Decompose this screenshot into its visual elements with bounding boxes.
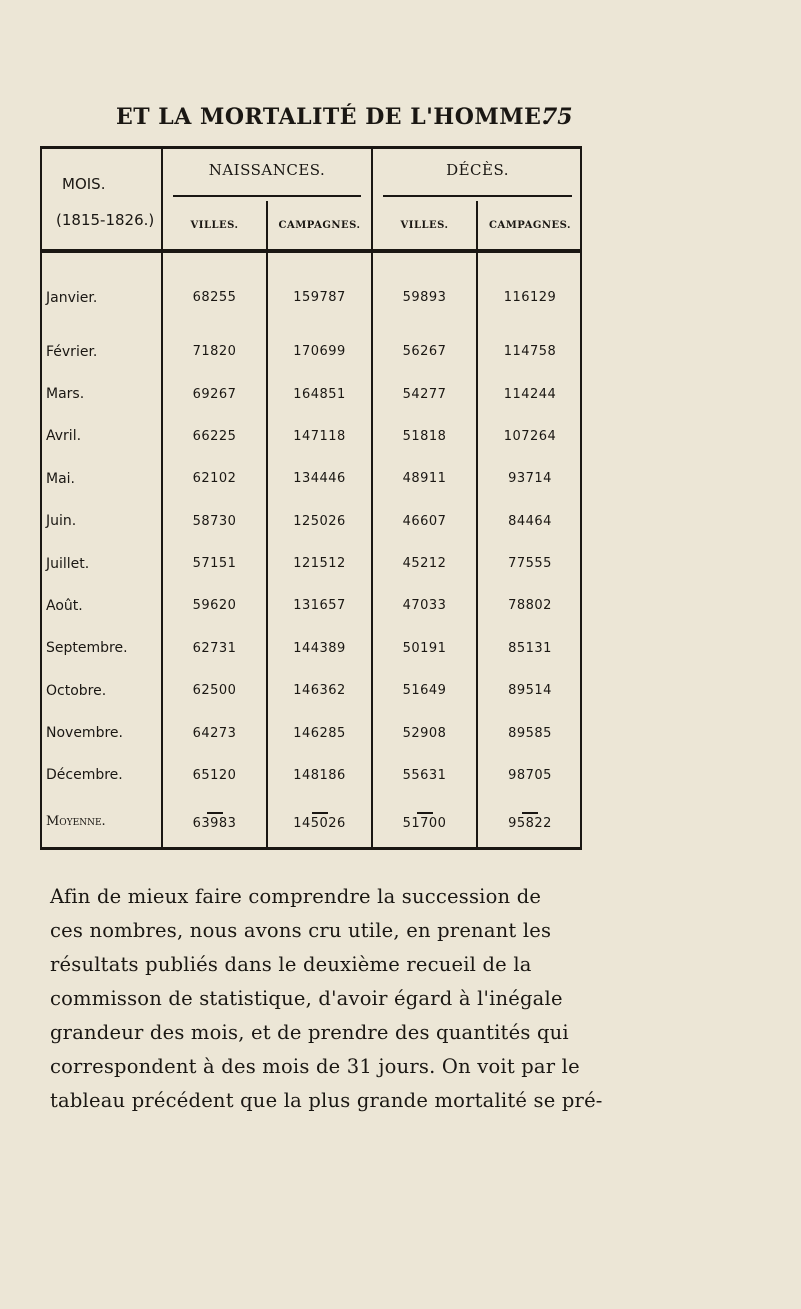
text-line: correspondent à des mois de 31 jours. On voit par le [50,1055,580,1078]
table-row [42,251,582,330]
month-cell: Janvier. [46,289,98,306]
month-cell: Octobre. [46,682,107,699]
naissances-header [162,149,372,191]
text-line: ces nombres, nous avons cru utile, en prenant les [50,919,552,942]
body-text [50,880,603,1118]
naissances-campagnes-header: CAMPAGNES. [267,201,372,251]
table-row [42,373,582,415]
value-cell: 48911 [372,458,477,500]
value-cell: 59893 [372,251,477,330]
month-cell: Mars. [46,386,85,403]
table-row [42,712,582,754]
table-row [42,415,582,457]
month-cell: Août. [46,597,83,614]
value-cell: 147118 [267,415,372,457]
value-cell: 69267 [162,373,267,415]
month-cell: Juin. [46,513,77,530]
average-row [42,797,582,847]
value-cell: 57151 [162,542,267,584]
value-cell: 159787 [267,251,372,330]
value-cell: 52908 [372,712,477,754]
running-head: ET LA MORTALITÉ DE L'HOMME. [116,104,550,130]
value-cell: 47033 [372,585,477,627]
table-row [42,585,582,627]
text-line: Afin de mieux faire comprendre la succession de [50,885,542,908]
value-cell: 46607 [372,500,477,542]
month-cell: Février. [46,343,98,360]
average-value: 51700 [402,816,447,832]
value-cell: 54277 [372,373,477,415]
month-cell: Décembre. [46,767,123,784]
value-cell: 144389 [267,627,372,669]
deces-label: DÉCÈS. [446,161,509,179]
value-cell: 55631 [372,754,477,796]
average-cell [267,797,372,847]
value-cell: 116129 [477,251,582,330]
naissances-villes-header: VILLES. [162,201,267,251]
value-cell: 62500 [162,669,267,711]
table-row [42,330,582,372]
period-label: (1815-1826.) [56,211,155,229]
average-value: 95822 [508,816,552,832]
table-row [42,669,582,711]
value-cell: 114244 [477,373,582,415]
value-cell: 51649 [372,669,477,711]
text-line: tableau précédent que la plus grande mortalité se pré- [50,1089,603,1112]
deces-header [372,149,582,191]
value-cell: 71820 [162,330,267,372]
value-cell: 89514 [477,669,582,711]
deces-brace [372,191,582,201]
deces-campagnes-header: CAMPAGNES. [477,201,582,251]
month-cell: Mai. [46,470,75,487]
value-cell: 89585 [477,712,582,754]
value-cell: 45212 [372,542,477,584]
mois-header [42,149,162,251]
value-cell: 85131 [477,627,582,669]
value-cell: 77555 [477,542,582,584]
value-cell: 164851 [267,373,372,415]
value-cell: 146362 [267,669,372,711]
value-cell: 131657 [267,585,372,627]
value-cell: 78802 [477,585,582,627]
naissances-label: NAISSANCES. [208,161,326,179]
average-value: 63983 [192,816,237,832]
average-cell [477,797,582,847]
value-cell: 121512 [267,542,372,584]
value-cell: 93714 [477,458,582,500]
month-cell: Juillet. [46,555,90,572]
value-cell: 84464 [477,500,582,542]
value-cell: 62102 [162,458,267,500]
month-cell: Avril. [46,428,82,445]
value-cell: 64273 [162,712,267,754]
table-row [42,500,582,542]
value-cell: 134446 [267,458,372,500]
month-cell: Novembre. [46,725,123,742]
mois-label: MOIS. [62,175,106,193]
value-cell: 50191 [372,627,477,669]
table-row [42,458,582,500]
page-number: 75 [542,104,573,130]
value-cell: 146285 [267,712,372,754]
average-label: Moyenne. [46,814,106,830]
text-line: commisson de statistique, d'avoir égard à l'inégale [50,987,563,1010]
table-row [42,542,582,584]
value-cell: 65120 [162,754,267,796]
statistics-table [40,146,582,850]
text-line: résultats publiés dans le deuxième recueil de la [50,953,532,976]
value-cell: 148186 [267,754,372,796]
table-row [42,754,582,796]
average-cell [162,797,267,847]
value-cell: 107264 [477,415,582,457]
value-cell: 51818 [372,415,477,457]
month-cell: Septembre. [46,640,128,657]
text-line: grandeur des mois, et de prendre des quantités qui [50,1021,569,1044]
value-cell: 58730 [162,500,267,542]
naissances-brace [162,191,372,201]
average-cell [372,797,477,847]
deces-villes-header: VILLES. [372,201,477,251]
value-cell: 56267 [372,330,477,372]
value-cell: 66225 [162,415,267,457]
value-cell: 68255 [162,251,267,330]
table-row [42,627,582,669]
value-cell: 125026 [267,500,372,542]
average-value: 145026 [293,816,346,832]
value-cell: 98705 [477,754,582,796]
value-cell: 170699 [267,330,372,372]
value-cell: 62731 [162,627,267,669]
value-cell: 59620 [162,585,267,627]
value-cell: 114758 [477,330,582,372]
